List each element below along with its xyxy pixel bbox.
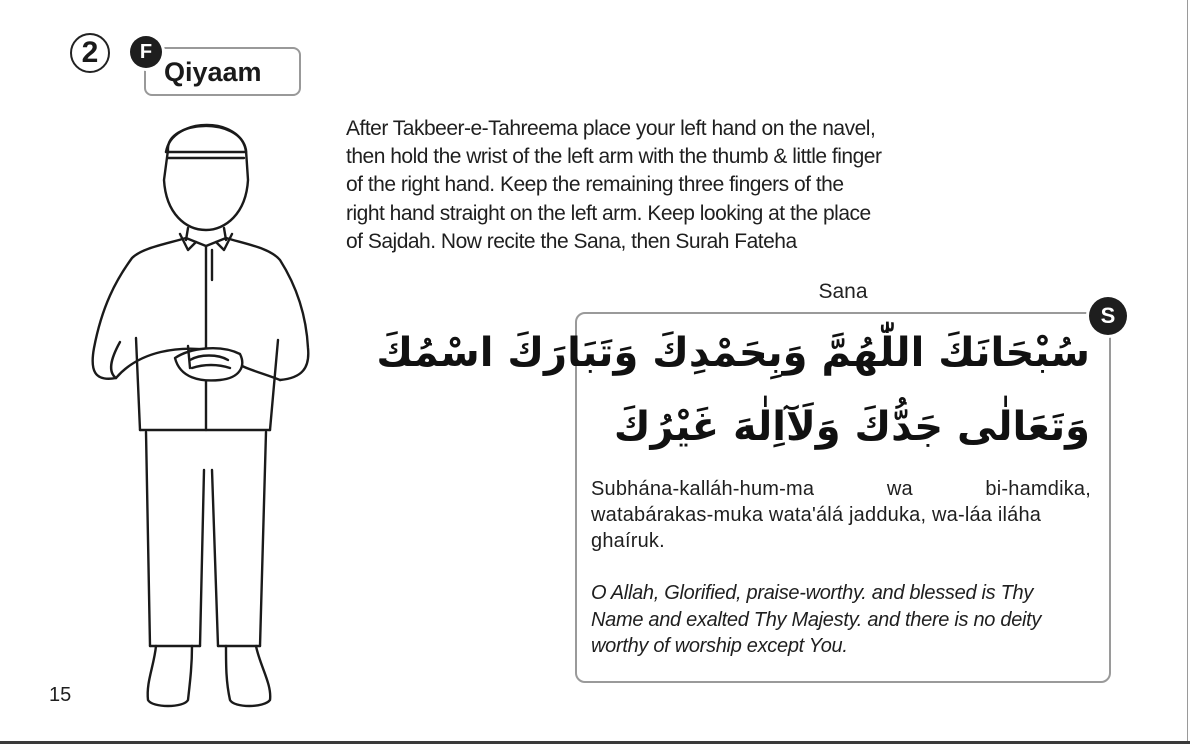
transliteration-line: watabárakas-muka wata'álá jadduka, wa-láa iláha: [591, 504, 1042, 526]
title-box: [144, 47, 301, 96]
transliteration-line: ghaíruk.: [591, 530, 665, 552]
arabic-line-1: سُبْحَانَكَ اللّٰهُمَّ وَبِحَمْدِكَ وَتَبَارَكَ اسْمُكَ: [376, 330, 1090, 376]
instruction-line: After Takbeer-e-Tahreema place your left hand on the navel,: [346, 117, 876, 140]
translation: [591, 580, 1101, 660]
page-number: 15: [49, 684, 72, 706]
arabic-line-2: وَتَعَالٰى جَدُّكَ وَلَآاِلٰهَ غَيْرُكَ: [613, 404, 1090, 450]
translation-line: O Allah, Glorified, praise-worthy. and blessed is Thy: [591, 582, 1034, 604]
instructions-paragraph: [346, 115, 994, 256]
transliteration: [591, 476, 1091, 554]
f-badge-icon: F: [130, 36, 162, 68]
instruction-line: then hold the wrist of the left arm with the thumb & little finger: [346, 145, 882, 169]
page-title: Qiyaam: [164, 57, 262, 87]
step-number: 2: [70, 33, 110, 73]
instruction-line: of the right hand. Keep the remaining three fingers of the: [346, 173, 844, 197]
transliteration-line: Subhána-kalláh-hum-ma wa bi-hamdika,: [591, 478, 1091, 500]
translation-line: Name and exalted Thy Majesty. and there is no deity: [591, 608, 1042, 631]
instruction-line: of Sajdah. Now recite the Sana, then Surah Fateha: [346, 229, 797, 253]
standing-person-illustration: [80, 110, 320, 710]
page-edge-line: [1187, 0, 1188, 744]
sana-label: Sana: [818, 280, 868, 303]
translation-line: worthy of worship except You.: [591, 635, 848, 657]
instruction-line: right hand straight on the left arm. Keep looking at the place: [346, 201, 871, 225]
s-badge-icon: S: [1089, 297, 1127, 335]
